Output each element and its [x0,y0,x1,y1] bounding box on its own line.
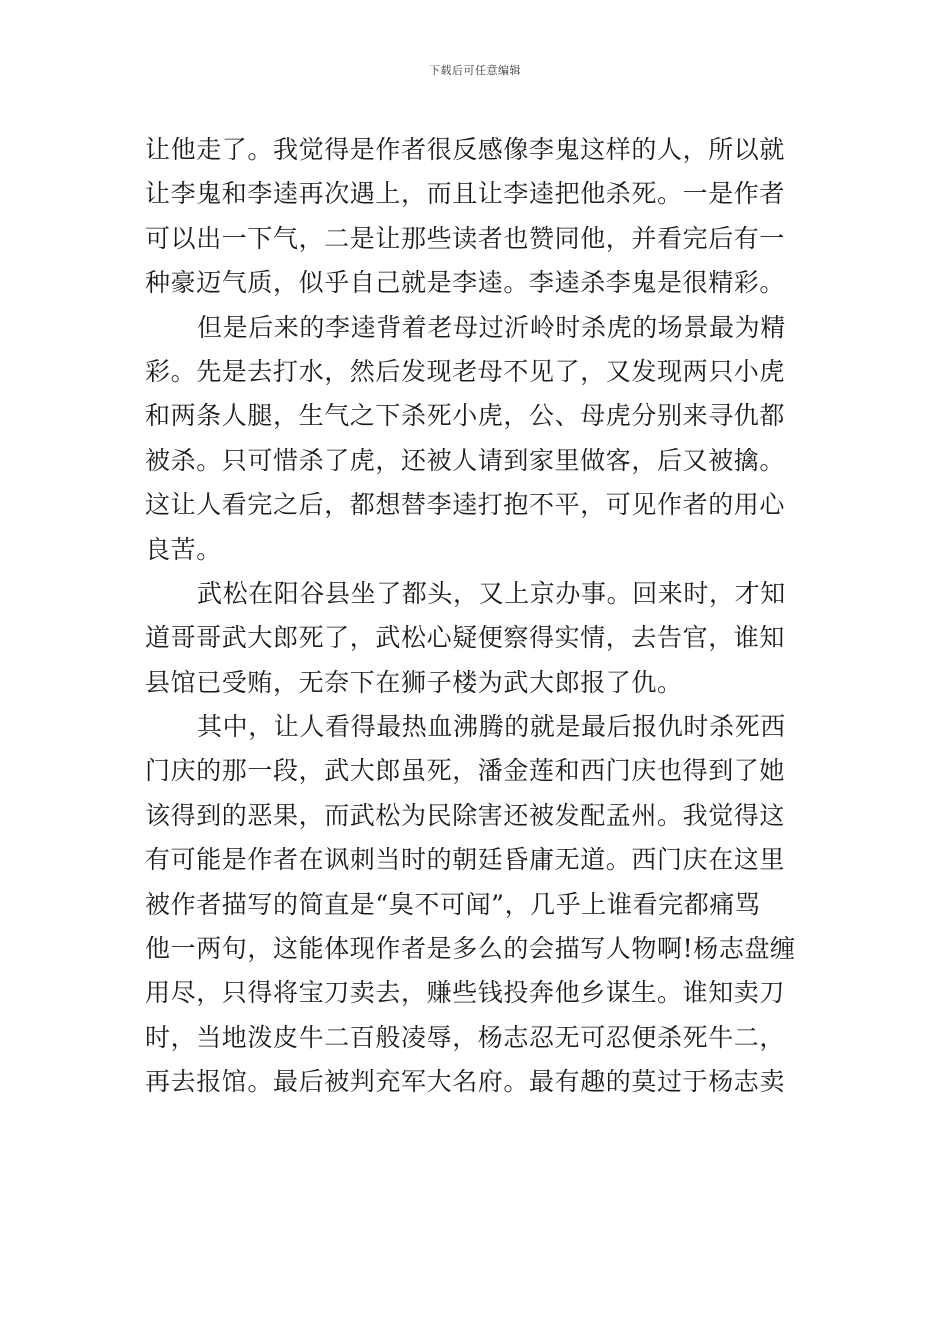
text-line: 他一两句，这能体现作者是多么的会描写人物啊!杨志盘缠 [145,934,796,964]
paragraph [145,705,810,1105]
text-line: 时，当地泼皮牛二百般凌辱，杨志忍无可忍便杀死牛二， [145,1022,786,1052]
text-line: 再去报馆。最后被判充军大名府。最有趣的莫过于杨志卖 [145,1067,786,1097]
text-line: 道哥哥武大郎死了，武松心疑便察得实情，去告官，谁知 [145,623,786,653]
paragraph [145,572,810,705]
text-line: 但是后来的李逵背着老母过沂岭时杀虎的场景最为精 [197,312,786,342]
text-line: 武松在阳谷县坐了都头，又上京办事。回来时，才知 [197,578,786,608]
text-line: 可以出一下气，二是让那些读者也赞同他，并看完后有一 [145,223,786,253]
text-line: 该得到的恶果，而武松为民除害还被发配孟州。我觉得这 [145,800,786,830]
text-line: 和两条人腿，生气之下杀死小虎，公、母虎分别来寻仇都 [145,401,786,431]
text-line: 让李鬼和李逵再次遇上，而且让李逵把他杀死。一是作者 [145,179,786,209]
text-line: 有可能是作者在讽刺当时的朝廷昏庸无道。西门庆在这里 [145,845,786,875]
text-line: 其中，让人看得最热血沸腾的就是最后报仇时杀死西 [197,712,786,742]
text-line: 门庆的那一段，武大郎虽死，潘金莲和西门庆也得到了她 [145,756,786,786]
text-line: 让他走了。我觉得是作者很反感像李鬼这样的人，所以就 [145,135,786,164]
text-line: 被杀。只可惜杀了虎，还被人请到家里做客，后又被擒。 [145,445,786,475]
paragraph [145,128,810,306]
page-header: 下载后可任意编辑 [429,64,521,77]
text-line: 被作者描写的简直是“臭不可闻”，几乎上谁看完都痛骂 [145,889,761,919]
text-line: 县馆已受贿，无奈下在狮子楼为武大郎报了仇。 [145,667,683,697]
text-line: 这让人看完之后，都想替李逵打抱不平，可见作者的用心 [145,490,786,520]
text-line: 良苦。 [145,534,222,564]
document-body [145,128,810,1105]
text-line: 彩。先是去打水，然后发现老母不见了，又发现两只小虎 [145,356,786,386]
text-line: 用尽，只得将宝刀卖去，赚些钱投奔他乡谋生。谁知卖刀 [145,978,786,1008]
text-line: 种豪迈气质，似乎自己就是李逵。李逵杀李鬼是很精彩。 [145,268,786,298]
paragraph [145,306,810,572]
